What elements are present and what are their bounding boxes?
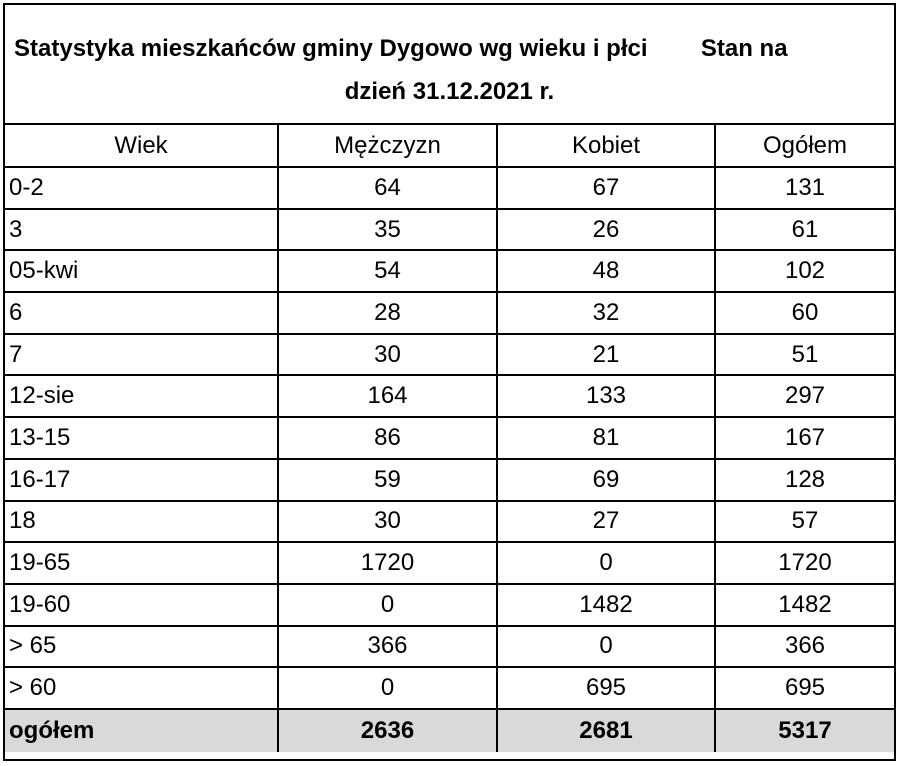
total-men: 2636: [279, 710, 498, 752]
cell-total: 695: [716, 668, 894, 710]
total-women: 2681: [498, 710, 716, 752]
cell-total: 131: [716, 168, 894, 210]
cell-women: 21: [498, 335, 716, 377]
cell-men: 64: [279, 168, 498, 210]
cell-age: 19-65: [5, 543, 279, 585]
cell-men: 59: [279, 460, 498, 502]
cell-men: 164: [279, 376, 498, 418]
cell-women: 67: [498, 168, 716, 210]
cell-women: 48: [498, 251, 716, 293]
cell-age: 12-sie: [5, 376, 279, 418]
cell-women: 27: [498, 502, 716, 544]
cell-men: 0: [279, 585, 498, 627]
cell-age: 6: [5, 293, 279, 335]
cell-men: 1720: [279, 543, 498, 585]
cell-age: 0-2: [5, 168, 279, 210]
cell-women: 695: [498, 668, 716, 710]
cell-age: 19-60: [5, 585, 279, 627]
cell-total: 297: [716, 376, 894, 418]
cell-total: 61: [716, 210, 894, 252]
cell-men: 30: [279, 502, 498, 544]
cell-total: 60: [716, 293, 894, 335]
cell-women: 69: [498, 460, 716, 502]
cell-women: 81: [498, 418, 716, 460]
cell-women: 0: [498, 627, 716, 669]
cell-age: 13-15: [5, 418, 279, 460]
total-total: 5317: [716, 710, 894, 752]
title-line-2: dzień 31.12.2021 r.: [344, 78, 555, 105]
cell-total: 1720: [716, 543, 894, 585]
cell-women: 133: [498, 376, 716, 418]
cell-total: 366: [716, 627, 894, 669]
cell-men: 86: [279, 418, 498, 460]
cell-men: 0: [279, 668, 498, 710]
header-age: Wiek: [5, 125, 279, 168]
cell-total: 57: [716, 502, 894, 544]
cell-women: 26: [498, 210, 716, 252]
cell-age: 7: [5, 335, 279, 377]
cell-men: 28: [279, 293, 498, 335]
header-men: Mężczyzn: [279, 125, 498, 168]
cell-total: 51: [716, 335, 894, 377]
cell-total: 102: [716, 251, 894, 293]
cell-men: 54: [279, 251, 498, 293]
cell-age: 16-17: [5, 460, 279, 502]
cell-age: 3: [5, 210, 279, 252]
cell-total: 167: [716, 418, 894, 460]
header-total: Ogółem: [716, 125, 894, 168]
data-grid: [5, 125, 894, 752]
cell-age: 18: [5, 502, 279, 544]
cell-women: 1482: [498, 585, 716, 627]
total-age: ogółem: [5, 710, 279, 752]
cell-age: > 60: [5, 668, 279, 710]
table-title: [5, 5, 894, 125]
cell-age: > 65: [5, 627, 279, 669]
cell-men: 366: [279, 627, 498, 669]
title-line-1: Statystyka mieszkańców gminy Dygowo wg wieku i płci Stan na: [14, 35, 788, 62]
cell-total: 128: [716, 460, 894, 502]
cell-women: 32: [498, 293, 716, 335]
cell-total: 1482: [716, 585, 894, 627]
population-table: [3, 3, 896, 761]
cell-women: 0: [498, 543, 716, 585]
cell-men: 30: [279, 335, 498, 377]
header-women: Kobiet: [498, 125, 716, 168]
cell-age: 05-kwi: [5, 251, 279, 293]
cell-men: 35: [279, 210, 498, 252]
